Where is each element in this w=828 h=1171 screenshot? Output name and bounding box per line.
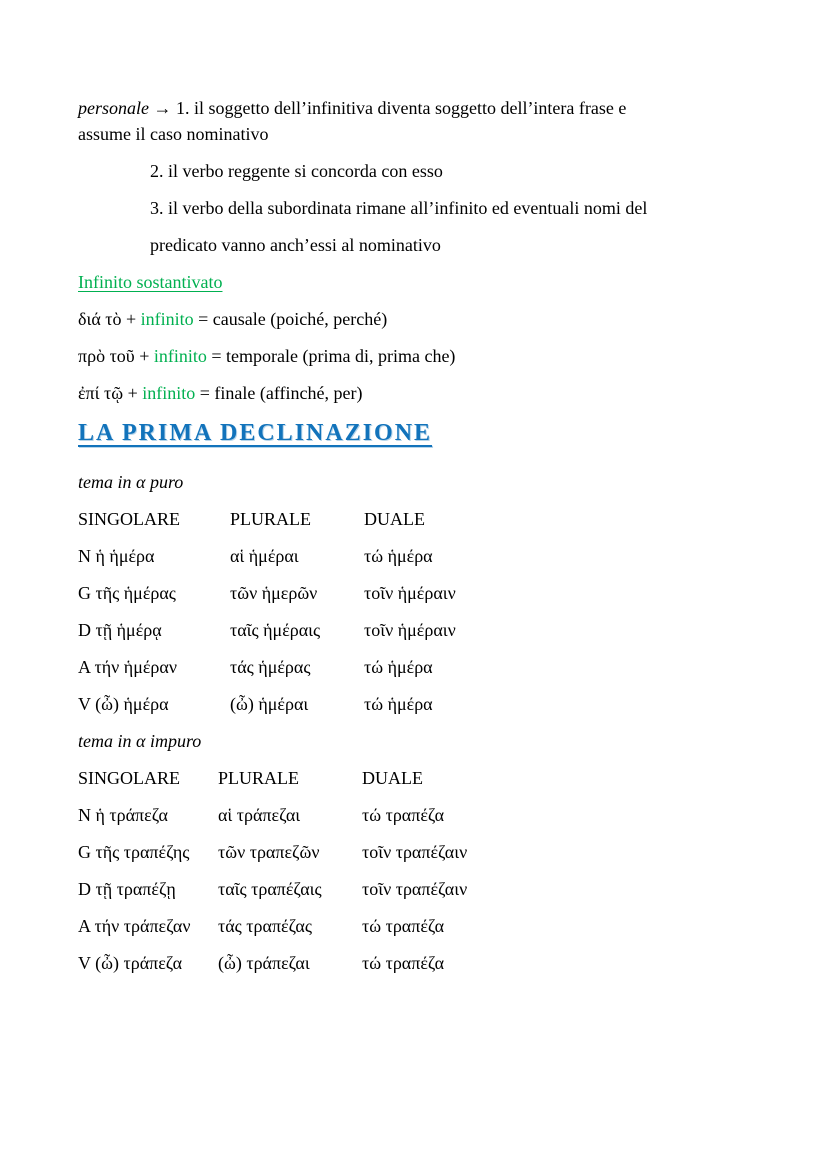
intro-line-1-text: → 1. il soggetto dell’infinitiva diventa soggetto dell’intera frase e xyxy=(149,98,627,118)
table-cell: τοῖν ἡμέραιν xyxy=(364,620,456,640)
intro-line-1 xyxy=(78,95,758,121)
infinito-rule-temporale xyxy=(78,343,758,369)
subtitle-tema-in-alpha-impuro: tema in α impuro xyxy=(78,731,202,751)
table-cell: τώ τραπέζα xyxy=(362,805,445,825)
rule-translation: = causale (poiché, perché) xyxy=(193,309,388,329)
table-cell: N ἡ ἡμέρα xyxy=(78,546,155,566)
rule-infinito-word: infinito xyxy=(153,346,207,366)
table-cell: αἱ ἡμέραι xyxy=(230,546,299,566)
declension-table-puro xyxy=(78,506,758,717)
table-cell: ταῖς ἡμέραις xyxy=(230,620,321,640)
blue-heading-text: LA PRIMA DECLINAZIONE xyxy=(78,420,433,446)
column-header-plurale: PLURALE xyxy=(218,768,299,788)
rule-greek-text: διά τὸ + xyxy=(78,309,141,329)
table-cell: αἱ τράπεζαι xyxy=(218,805,301,825)
infinito-rule-finale xyxy=(78,380,758,406)
table-cell: τώ τραπέζα xyxy=(362,916,445,936)
table-cell: τώ ἡμέρα xyxy=(364,546,433,566)
infinito-rule-causale xyxy=(78,306,758,332)
column-header-singolare: SINGOLARE xyxy=(78,768,180,788)
column-header-duale: DUALE xyxy=(364,509,425,529)
numbered-point-2: 2. il verbo reggente si concorda con esso xyxy=(150,161,443,181)
table-cell: τοῖν τραπέζαιν xyxy=(362,842,468,862)
intro-line-2: assume il caso nominativo xyxy=(78,124,269,144)
subtitle-tema-in-alpha-puro: tema in α puro xyxy=(78,472,184,492)
main-heading-la-prima-declinazione xyxy=(78,417,758,452)
table-cell: τῶν ἡμερῶν xyxy=(230,583,318,603)
table-cell: G τῆς τραπέζης xyxy=(78,842,190,862)
column-header-duale: DUALE xyxy=(362,768,423,788)
declension-table-impuro xyxy=(78,765,758,976)
table-cell: V (ὦ) ἡμέρα xyxy=(78,694,169,714)
table-cell: (ὦ) τράπεζαι xyxy=(218,953,310,973)
rule-infinito-word: infinito xyxy=(142,383,196,403)
personale-word: personale xyxy=(78,98,149,118)
numbered-point-3: 3. il verbo della subordinata rimane all’infinito ed eventuali nomi del xyxy=(150,198,648,218)
table-cell: A τήν ἡμέραν xyxy=(78,657,177,677)
intro-paragraph xyxy=(78,95,758,147)
rule-translation: = temporale (prima di, prima che) xyxy=(206,346,456,366)
table-cell: A τήν τράπεζαν xyxy=(78,916,191,936)
section-heading-infinito-sostantivato xyxy=(78,269,758,295)
table-cell: τάς ἡμέρας xyxy=(230,657,311,677)
table-cell: τώ ἡμέρα xyxy=(364,657,433,677)
table-cell: τώ ἡμέρα xyxy=(364,694,433,714)
rule-infinito-word: infinito xyxy=(140,309,194,329)
table-cell: N ἡ τράπεζα xyxy=(78,805,168,825)
table-cell: ταῖς τραπέζαις xyxy=(218,879,322,899)
table-cell: τῶν τραπεζῶν xyxy=(218,842,320,862)
column-header-plurale: PLURALE xyxy=(230,509,311,529)
rule-greek-text: ἐπί τῷ + xyxy=(78,383,143,403)
table-cell: G τῆς ἡμέρας xyxy=(78,583,176,603)
numbered-point-3-continuation: predicato vanno anch’essi al nominativo xyxy=(150,235,441,255)
table-cell: τοῖν τραπέζαιν xyxy=(362,879,468,899)
table-cell: τώ τραπέζα xyxy=(362,953,445,973)
table-cell: D τῇ ἡμέρᾳ xyxy=(78,620,162,640)
rule-greek-text: πρὸ τοῦ + xyxy=(78,346,154,366)
table-cell: (ὦ) ἡμέραι xyxy=(230,694,309,714)
table-cell: D τῇ τραπέζῃ xyxy=(78,879,176,899)
rule-translation: = finale (affinché, per) xyxy=(195,383,363,403)
green-heading-text: Infinito sostantivato xyxy=(78,272,223,292)
table-cell: V (ὦ) τράπεζα xyxy=(78,953,183,973)
column-header-singolare: SINGOLARE xyxy=(78,509,180,529)
table-cell: τοῖν ἡμέραιν xyxy=(364,583,456,603)
table-cell: τάς τραπέζας xyxy=(218,916,312,936)
